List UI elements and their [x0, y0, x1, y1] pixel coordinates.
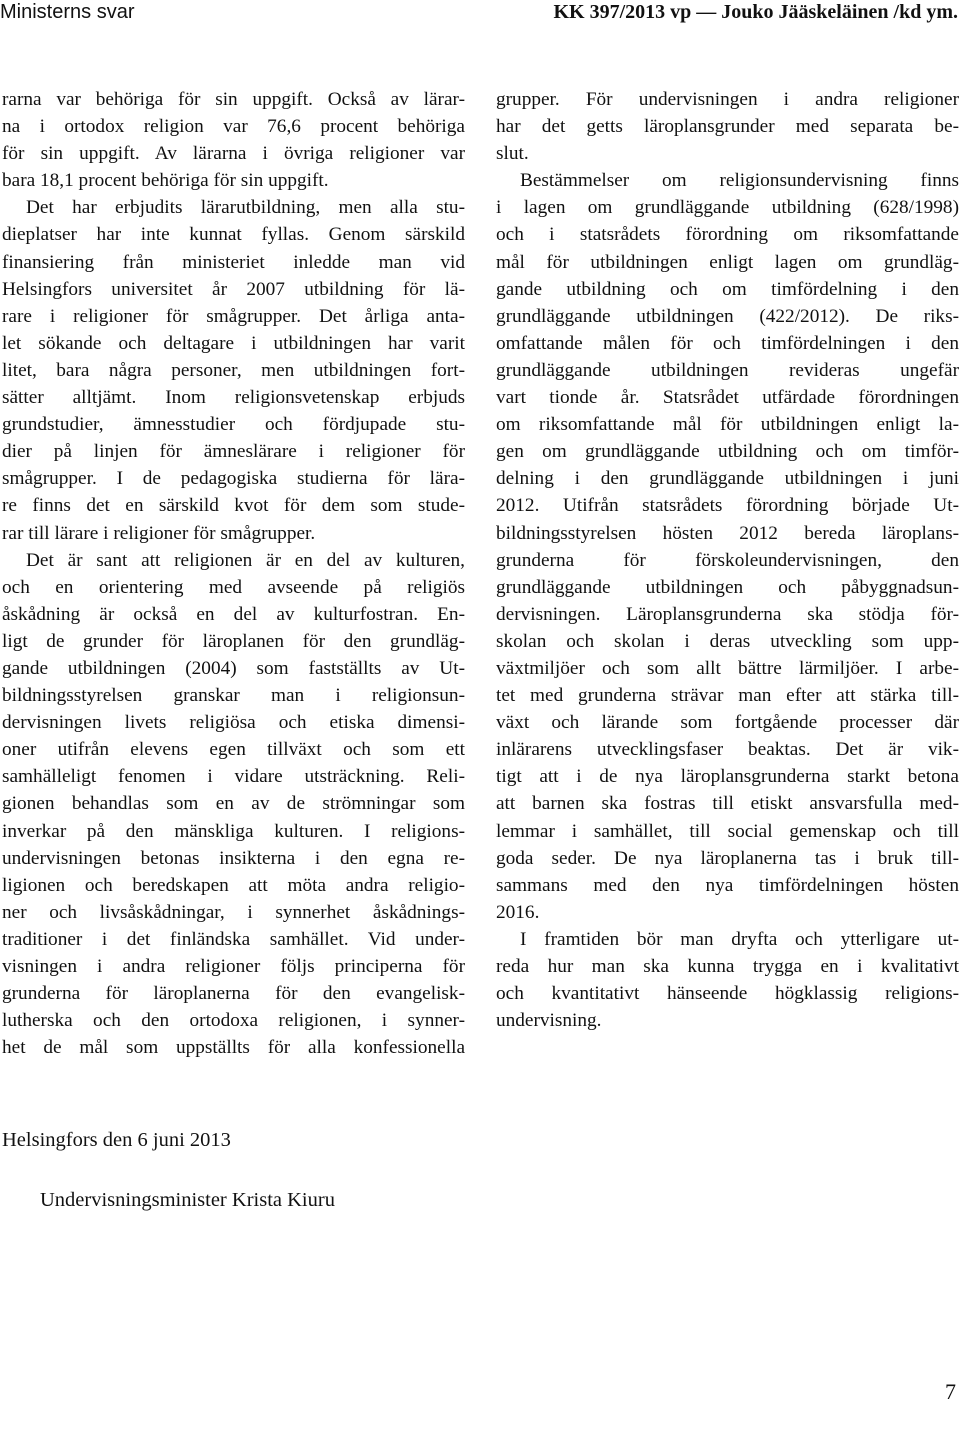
text-line: för sin uppgift. Av lärarna i övriga religioner var	[2, 143, 465, 165]
text-line: na i ortodox religion var 76,6 procent behöriga	[2, 116, 465, 138]
text-line: inverkar på den mänskliga kulturen. I religions-	[2, 820, 465, 842]
text-line: har det getts läroplansgrunder med separata be-	[496, 116, 959, 138]
text-line: Det har erbjudits lärarutbildning, men alla stu-	[26, 197, 465, 219]
text-line: visningen i andra religioner följs principerna för	[2, 956, 465, 977]
text-line: finansiering från ministeriet inledde man vid	[2, 251, 465, 273]
text-line: rar till lärare i religioner för smågrupper.	[2, 522, 316, 544]
text-line: I framtiden bör man dryfta och ytterligare ut-	[520, 928, 959, 950]
text-line: gionen behandlas som en av de strömningar som	[2, 793, 465, 815]
text-line: rarna var behöriga för sin uppgift. Också av lärar-	[2, 89, 465, 110]
text-line: och en orientering med avseende på religiös	[2, 576, 465, 598]
text-line: grundläggande utbildningen (422/2012). De riks-	[496, 305, 959, 327]
text-line: sammans med den nya timfördelningen hösten	[496, 874, 959, 896]
text-line: dier på linjen för ämneslärare i religioner för	[2, 441, 465, 463]
text-line: att barnen ska fostras till etiskt ansvarsfulla med-	[496, 793, 959, 815]
text-line: grunderna för förskoleundervisningen, den	[496, 549, 959, 571]
text-line: tigt att i de nya läroplansgrunderna starkt betona	[496, 766, 959, 788]
text-line: gande utbildning och om timfördelning i den	[496, 278, 959, 300]
text-line: undervisningen betonas insikterna i den egna re-	[2, 847, 465, 869]
text-line: reda hur man ska kunna trygga en i kvalitativt	[496, 956, 959, 977]
text-line: i lagen om grundläggande utbildning (628/1998)	[496, 197, 959, 219]
text-line: re finns det en särskild kvot för dem som stude-	[2, 495, 465, 517]
text-line: ligionen och beredskapen att möta andra religio-	[2, 874, 465, 896]
text-line: het de mål som uppställts för alla konfessionella	[2, 1037, 465, 1059]
text-line: ner och livsåskådningar, i synnerhet åskådnings-	[2, 901, 465, 923]
text-line: lutherska och den ortodoxa religionen, i synner-	[2, 1010, 465, 1032]
text-line: grupper. För undervisningen i andra religioner	[496, 89, 959, 110]
right-text-column	[496, 86, 959, 1034]
text-line: vart tionde år. Statsrådet utfärdade förordningen	[496, 387, 959, 409]
text-line: undervisning.	[496, 1010, 602, 1032]
page-header	[0, 0, 960, 26]
header-document-reference: KK 397/2013 vp — Jouko Jääskeläinen /kd ym.	[553, 1, 958, 23]
signatory: Undervisningsminister Krista Kiuru	[40, 1189, 335, 1211]
text-line: grundläggande utbildningen och påbyggnadsun-	[496, 576, 959, 598]
text-line: gen om grundläggande utbildning och om timför-	[496, 441, 959, 463]
text-line: Helsingfors universitet år 2007 utbildning för lä-	[2, 278, 465, 300]
text-line: let sökande och deltagare i utbildningen har varit	[2, 332, 465, 354]
text-line: bildningsstyrelsen hösten 2012 bereda läroplans-	[496, 522, 959, 544]
text-line: dervisningen. Läroplansgrunderna ska stödja för-	[496, 603, 959, 625]
text-line: Bestämmelser om religionsundervisning finns	[520, 170, 959, 192]
text-line: skolan och skolan i deras utveckling som upp-	[496, 630, 959, 652]
page-number: 7	[945, 1379, 956, 1404]
text-line: oner utifrån elevens egen tillväxt och som ett	[2, 739, 465, 761]
text-line: rare i religioner för smågrupper. Det årliga anta-	[2, 305, 465, 327]
text-line: inlärarens utvecklingsfaser beaktas. Det är vik-	[496, 739, 959, 761]
text-line: samhälleligt fenomen i vidare utsträckning. Reli-	[2, 766, 465, 788]
text-line: 2012. Utifrån statsrådets förordning började Ut-	[496, 495, 959, 517]
text-line: om riksomfattande mål för utbildningen enligt la-	[496, 414, 959, 436]
text-line: tet med grunderna strävar man efter att stärka till-	[496, 685, 959, 707]
text-line: gande utbildningen (2004) som fastställts av Ut-	[2, 657, 465, 679]
text-line: delning i den grundläggande utbildningen i juni	[496, 468, 959, 490]
text-line: litet, bara några personer, men utbildningen fort-	[2, 359, 465, 381]
text-line: goda seder. De nya läroplanerna tas i bruk till-	[496, 847, 959, 869]
text-line: Det är sant att religionen är en del av kulturen,	[26, 549, 465, 571]
text-line: grundläggande utbildningen revideras ungefär	[496, 359, 959, 381]
text-line: och i statsrådets förordning om riksomfattande	[496, 224, 959, 246]
text-line: åskådning är också en del av kulturfostran. En-	[2, 603, 465, 625]
left-text-column	[2, 86, 465, 1061]
text-line: växt och lärande som fortgående processer där	[496, 712, 959, 734]
place-and-date: Helsingfors den 6 juni 2013	[2, 1129, 231, 1151]
header-section-title: Ministerns svar	[0, 1, 135, 23]
text-line: och kvantitativt hänseende högklassig religions-	[496, 983, 959, 1005]
text-line: bara 18,1 procent behöriga för sin uppgift.	[2, 170, 329, 192]
text-line: bildningsstyrelsen granskar man i religionsun-	[2, 685, 465, 707]
text-line: växtmiljöer och som allt bättre lärmiljöer. I arbe-	[496, 657, 959, 679]
text-line: dieplatser har inte kunnat fyllas. Genom särskild	[2, 224, 465, 246]
text-line: sätter alltjämt. Inom religionsvetenskap erbjuds	[2, 387, 465, 409]
text-line: traditioner i det finländska samhället. Vid under-	[2, 928, 465, 950]
text-line: omfattande målen för och timfördelningen i den	[496, 332, 959, 354]
text-line: slut.	[496, 143, 529, 165]
text-line: ligt de grunder för läroplanen för den grundläg-	[2, 630, 465, 652]
text-line: grunderna för läroplanerna för den evangelisk-	[2, 983, 465, 1005]
text-line: mål för utbildningen enligt lagen om grundläg-	[496, 251, 959, 273]
text-line: smågrupper. I de pedagogiska studierna för lära-	[2, 468, 465, 490]
text-line: grundstudier, ämnesstudier och fördjupade stu-	[2, 414, 465, 436]
text-line: 2016.	[496, 901, 540, 923]
text-line: dervisningen livets religiösa och etiska dimensi-	[2, 712, 465, 734]
text-line: lemmar i samhället, till social gemenskap och till	[496, 820, 959, 842]
